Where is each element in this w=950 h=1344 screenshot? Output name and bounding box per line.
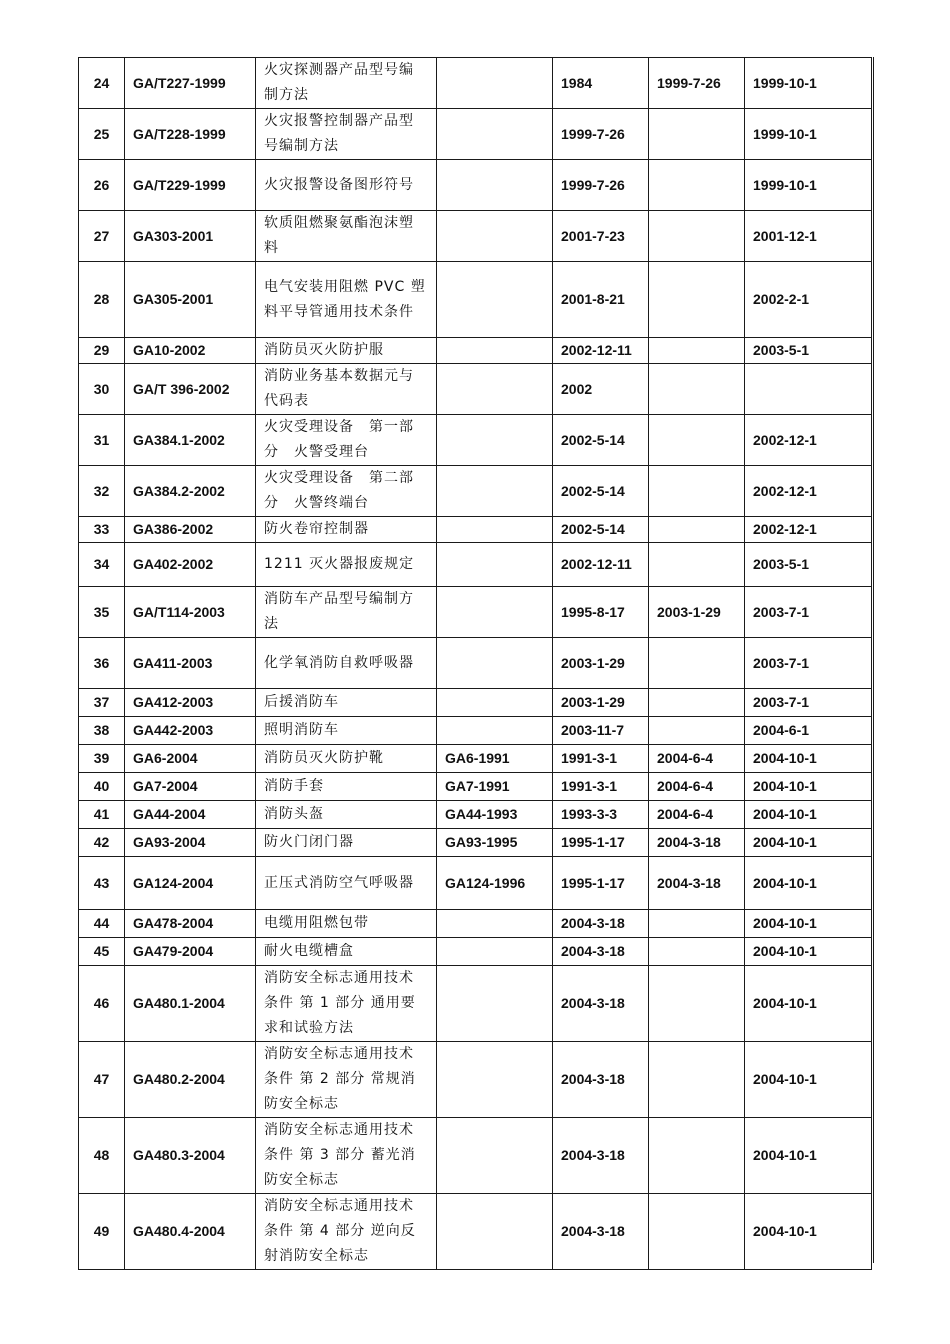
row-number-cell: 29 [79,338,125,364]
replaced-standard-cell [437,211,553,262]
row-number-cell: 28 [79,262,125,338]
date-effective-cell: 1999-10-1 [745,58,872,109]
replaced-standard-cell: GA7-1991 [437,773,553,801]
row-number-cell: 41 [79,801,125,829]
date-effective-cell: 2004-10-1 [745,1042,872,1118]
date-effective-cell: 2002-12-1 [745,466,872,517]
standard-name-cell: 消防员灭火防护靴 [256,745,437,773]
date-first-cell: 2002-5-14 [553,517,649,543]
date-second-cell [649,109,745,160]
date-effective-cell: 2004-10-1 [745,910,872,938]
table-row [79,689,872,717]
table-row [79,857,872,910]
row-number-cell: 26 [79,160,125,211]
row-number-cell: 45 [79,938,125,966]
date-effective-cell: 2003-7-1 [745,587,872,638]
replaced-standard-cell: GA44-1993 [437,801,553,829]
replaced-standard-cell: GA6-1991 [437,745,553,773]
date-second-cell: 2004-6-4 [649,745,745,773]
date-second-cell [649,938,745,966]
date-effective-cell: 1999-10-1 [745,109,872,160]
table-row [79,717,872,745]
row-number-cell: 32 [79,466,125,517]
table-row [79,745,872,773]
table-row [79,938,872,966]
date-second-cell [649,1194,745,1270]
date-second-cell [649,517,745,543]
standard-name-cell: 电缆用阻燃包带 [256,910,437,938]
date-effective-cell: 2004-10-1 [745,745,872,773]
date-first-cell: 2002-5-14 [553,415,649,466]
date-first-cell: 2003-1-29 [553,638,649,689]
row-number-cell: 39 [79,745,125,773]
date-first-cell: 2004-3-18 [553,1118,649,1194]
standard-name-cell: 火灾受理设备 第二部分 火警终端台 [256,466,437,517]
standard-code-cell: GA479-2004 [125,938,256,966]
date-second-cell [649,262,745,338]
replaced-standard-cell [437,543,553,587]
date-effective-cell: 1999-10-1 [745,160,872,211]
standard-code-cell: GA/T 396-2002 [125,364,256,415]
row-number-cell: 43 [79,857,125,910]
date-second-cell: 2003-1-29 [649,587,745,638]
standard-name-cell: 消防安全标志通用技术条件 第 2 部分 常规消防安全标志 [256,1042,437,1118]
date-second-cell [649,211,745,262]
date-first-cell: 2004-3-18 [553,910,649,938]
standard-code-cell: GA442-2003 [125,717,256,745]
date-second-cell [649,966,745,1042]
standard-code-cell: GA/T229-1999 [125,160,256,211]
row-number-cell: 48 [79,1118,125,1194]
date-effective-cell: 2002-12-1 [745,517,872,543]
date-second-cell [649,689,745,717]
standard-name-cell: 正压式消防空气呼吸器 [256,857,437,910]
row-number-cell: 24 [79,58,125,109]
date-first-cell: 1999-7-26 [553,109,649,160]
replaced-standard-cell [437,262,553,338]
standard-name-cell: 消防头盔 [256,801,437,829]
row-number-cell: 31 [79,415,125,466]
standard-code-cell: GA384.1-2002 [125,415,256,466]
replaced-standard-cell [437,415,553,466]
table-row [79,58,872,109]
replaced-standard-cell [437,160,553,211]
date-effective-cell: 2002-12-1 [745,415,872,466]
replaced-standard-cell [437,938,553,966]
table-row [79,801,872,829]
standard-name-cell: 火灾受理设备 第一部分 火警受理台 [256,415,437,466]
page-border-line [873,57,874,1263]
table-row [79,109,872,160]
date-second-cell: 2004-6-4 [649,801,745,829]
date-first-cell: 1995-8-17 [553,587,649,638]
standard-code-cell: GA6-2004 [125,745,256,773]
row-number-cell: 33 [79,517,125,543]
date-second-cell [649,415,745,466]
table-row [79,638,872,689]
date-first-cell: 2004-3-18 [553,1194,649,1270]
standard-name-cell: 消防员灭火防护服 [256,338,437,364]
standard-name-cell: 消防业务基本数据元与代码表 [256,364,437,415]
replaced-standard-cell [437,1118,553,1194]
date-effective-cell: 2004-10-1 [745,938,872,966]
replaced-standard-cell: GA93-1995 [437,829,553,857]
replaced-standard-cell [437,966,553,1042]
date-first-cell: 2004-3-18 [553,938,649,966]
standard-code-cell: GA412-2003 [125,689,256,717]
row-number-cell: 38 [79,717,125,745]
date-second-cell: 2004-6-4 [649,773,745,801]
table-row [79,966,872,1042]
date-first-cell: 2002-12-11 [553,338,649,364]
standard-code-cell: GA10-2002 [125,338,256,364]
standards-table [78,57,872,1270]
standard-code-cell: GA386-2002 [125,517,256,543]
date-first-cell: 1993-3-3 [553,801,649,829]
standard-name-cell: 照明消防车 [256,717,437,745]
date-first-cell: 2001-8-21 [553,262,649,338]
date-first-cell: 1999-7-26 [553,160,649,211]
row-number-cell: 49 [79,1194,125,1270]
date-first-cell: 2001-7-23 [553,211,649,262]
date-effective-cell: 2004-10-1 [745,801,872,829]
date-effective-cell: 2003-5-1 [745,338,872,364]
date-effective-cell: 2003-7-1 [745,689,872,717]
table-row [79,211,872,262]
replaced-standard-cell [437,109,553,160]
table-row [79,543,872,587]
table-body [79,58,872,1270]
standard-code-cell: GA93-2004 [125,829,256,857]
standard-name-cell: 软质阻燃聚氨酯泡沫塑料 [256,211,437,262]
standard-name-cell: 防火卷帘控制器 [256,517,437,543]
date-second-cell: 2004-3-18 [649,857,745,910]
standard-name-cell: 消防安全标志通用技术条件 第 4 部分 逆向反射消防安全标志 [256,1194,437,1270]
standard-code-cell: GA384.2-2002 [125,466,256,517]
standard-name-cell: 耐火电缆槽盒 [256,938,437,966]
replaced-standard-cell [437,466,553,517]
replaced-standard-cell [437,1042,553,1118]
date-first-cell: 2002 [553,364,649,415]
standard-code-cell: GA478-2004 [125,910,256,938]
standard-code-cell: GA7-2004 [125,773,256,801]
standard-name-cell: 消防安全标志通用技术条件 第 3 部分 蓄光消防安全标志 [256,1118,437,1194]
table-row [79,160,872,211]
date-effective-cell: 2004-10-1 [745,857,872,910]
table-row [79,1118,872,1194]
table-row [79,773,872,801]
date-effective-cell: 2004-10-1 [745,773,872,801]
date-effective-cell: 2004-6-1 [745,717,872,745]
replaced-standard-cell [437,1194,553,1270]
date-second-cell [649,910,745,938]
row-number-cell: 46 [79,966,125,1042]
standard-code-cell: GA480.3-2004 [125,1118,256,1194]
standard-code-cell: GA305-2001 [125,262,256,338]
date-first-cell: 2002-5-14 [553,466,649,517]
date-first-cell: 1984 [553,58,649,109]
replaced-standard-cell [437,587,553,638]
row-number-cell: 36 [79,638,125,689]
table-row [79,364,872,415]
date-second-cell: 2004-3-18 [649,829,745,857]
standard-code-cell: GA44-2004 [125,801,256,829]
row-number-cell: 37 [79,689,125,717]
table-row [79,262,872,338]
standard-name-cell: 化学氧消防自救呼吸器 [256,638,437,689]
replaced-standard-cell [437,58,553,109]
date-first-cell: 1991-3-1 [553,773,649,801]
row-number-cell: 44 [79,910,125,938]
replaced-standard-cell [437,517,553,543]
standard-code-cell: GA124-2004 [125,857,256,910]
date-effective-cell: 2004-10-1 [745,829,872,857]
row-number-cell: 35 [79,587,125,638]
standard-code-cell: GA402-2002 [125,543,256,587]
table-row [79,466,872,517]
replaced-standard-cell [437,910,553,938]
standard-name-cell: 消防安全标志通用技术条件 第 1 部分 通用要求和试验方法 [256,966,437,1042]
replaced-standard-cell [437,364,553,415]
standard-name-cell: 后援消防车 [256,689,437,717]
date-effective-cell: 2004-10-1 [745,1194,872,1270]
table-row [79,587,872,638]
standard-code-cell: GA303-2001 [125,211,256,262]
standard-name-cell: 消防手套 [256,773,437,801]
standard-name-cell: 防火门闭门器 [256,829,437,857]
replaced-standard-cell [437,689,553,717]
row-number-cell: 34 [79,543,125,587]
standard-name-cell: 火灾报警设备图形符号 [256,160,437,211]
row-number-cell: 27 [79,211,125,262]
standard-code-cell: GA480.4-2004 [125,1194,256,1270]
replaced-standard-cell [437,638,553,689]
standard-name-cell: 火灾探测器产品型号编制方法 [256,58,437,109]
date-second-cell: 1999-7-26 [649,58,745,109]
row-number-cell: 25 [79,109,125,160]
table-row [79,910,872,938]
date-first-cell: 2003-11-7 [553,717,649,745]
row-number-cell: 47 [79,1042,125,1118]
standard-name-cell: 电气安装用阻燃 PVC 塑料平导管通用技术条件 [256,262,437,338]
date-first-cell: 1995-1-17 [553,857,649,910]
replaced-standard-cell [437,338,553,364]
date-first-cell: 1995-1-17 [553,829,649,857]
date-second-cell [649,1042,745,1118]
date-first-cell: 2002-12-11 [553,543,649,587]
date-second-cell [649,543,745,587]
date-second-cell [649,466,745,517]
date-first-cell: 2003-1-29 [553,689,649,717]
table-row [79,1194,872,1270]
table-row [79,338,872,364]
standard-code-cell: GA480.1-2004 [125,966,256,1042]
date-effective-cell: 2003-5-1 [745,543,872,587]
table-row [79,829,872,857]
row-number-cell: 40 [79,773,125,801]
date-effective-cell: 2002-2-1 [745,262,872,338]
standard-code-cell: GA480.2-2004 [125,1042,256,1118]
date-effective-cell: 2004-10-1 [745,1118,872,1194]
date-first-cell: 1991-3-1 [553,745,649,773]
date-second-cell [649,638,745,689]
date-effective-cell: 2001-12-1 [745,211,872,262]
standard-name-cell: 消防车产品型号编制方法 [256,587,437,638]
date-effective-cell: 2004-10-1 [745,966,872,1042]
standard-name-cell: 火灾报警控制器产品型号编制方法 [256,109,437,160]
table-row [79,415,872,466]
row-number-cell: 42 [79,829,125,857]
row-number-cell: 30 [79,364,125,415]
table-row [79,1042,872,1118]
standard-name-cell: 1211 灭火器报废规定 [256,543,437,587]
date-first-cell: 2004-3-18 [553,1042,649,1118]
table-row [79,517,872,543]
standard-code-cell: GA/T227-1999 [125,58,256,109]
replaced-standard-cell: GA124-1996 [437,857,553,910]
standard-code-cell: GA/T228-1999 [125,109,256,160]
standard-code-cell: GA/T114-2003 [125,587,256,638]
date-second-cell [649,717,745,745]
date-second-cell [649,160,745,211]
date-effective-cell [745,364,872,415]
date-second-cell [649,338,745,364]
date-effective-cell: 2003-7-1 [745,638,872,689]
replaced-standard-cell [437,717,553,745]
standard-code-cell: GA411-2003 [125,638,256,689]
date-second-cell [649,364,745,415]
date-second-cell [649,1118,745,1194]
date-first-cell: 2004-3-18 [553,966,649,1042]
